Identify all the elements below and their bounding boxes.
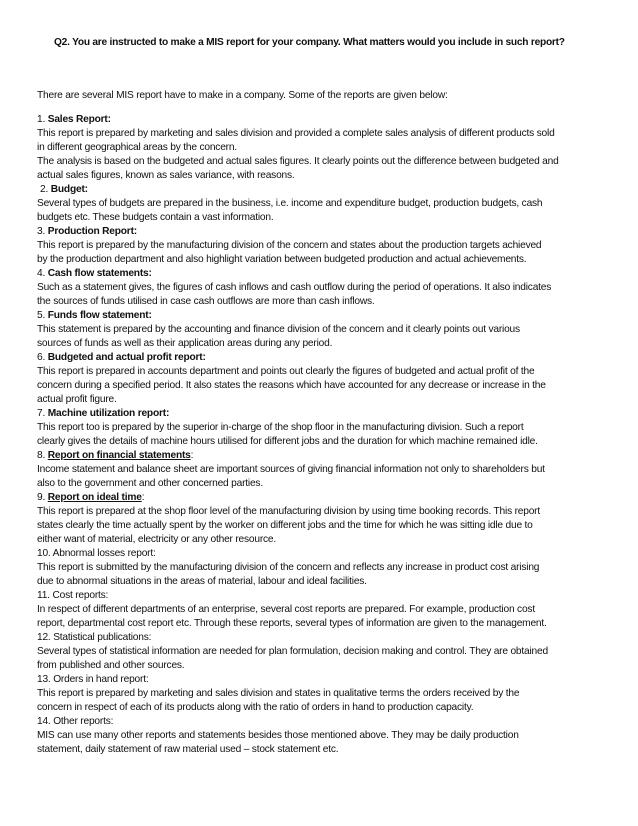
report-item-text-line: Such as a statement gives, the figures of cash inflows and cash outflow during the period of operations. It also indicates bbox=[37, 282, 552, 293]
report-item-text-line: This report is submitted by the manufacturing division of the concern and reflects any increase in product cost arising bbox=[37, 562, 540, 573]
report-item-title: Other reports: bbox=[53, 716, 114, 727]
report-item-text-line: actual sales figures, known as sales variance, with reasons. bbox=[37, 170, 295, 181]
report-item-heading bbox=[37, 183, 607, 197]
report-item-heading bbox=[37, 631, 607, 645]
report-item bbox=[37, 589, 607, 631]
report-item-title: Budgeted and actual profit report: bbox=[47, 352, 206, 363]
question-heading: Q2. You are instructed to make a MIS report for your company. What matters would you include in such report? bbox=[54, 37, 565, 48]
document-body bbox=[37, 89, 607, 757]
report-item-text-line: statement, daily statement of raw material used – stock statement etc. bbox=[37, 744, 339, 755]
report-item-title: Funds flow statement: bbox=[47, 310, 152, 321]
report-item-heading bbox=[37, 589, 607, 603]
report-item-title: Cash flow statements: bbox=[47, 268, 152, 279]
report-item-text-line: clearly gives the details of machine hours utilised for different jobs and the duration for which machine remained idle. bbox=[37, 436, 538, 447]
report-item-heading bbox=[37, 673, 607, 687]
report-item bbox=[37, 547, 607, 589]
report-item-text-line: report, departmental cost report etc. Through these reports, several types of information are given to the management. bbox=[37, 618, 547, 629]
report-item bbox=[37, 267, 607, 309]
report-item-text-line: Several types of budgets are prepared in the business, i.e. income and expenditure budget, production budgets, cash bbox=[37, 198, 543, 209]
report-item-number: 3. bbox=[37, 226, 46, 237]
report-item-title: Sales Report: bbox=[47, 114, 111, 125]
report-item bbox=[37, 491, 607, 547]
report-item-number: 2. bbox=[40, 184, 49, 195]
report-item-text-line: This report is prepared by marketing and sales division and provided a complete sales analysis of different products sold bbox=[37, 128, 555, 139]
report-item-title: Budget: bbox=[50, 184, 88, 195]
report-item bbox=[37, 113, 607, 183]
report-item-title: Production Report: bbox=[47, 226, 137, 237]
report-item-title: Cost reports: bbox=[52, 590, 109, 601]
report-item-number: 10. bbox=[37, 548, 51, 559]
report-item-text-line: by the production department and also highlight variation between budgeted production and actual achievements. bbox=[37, 254, 527, 265]
report-item-text-line: states clearly the time actually spent by the worker on different jobs and the time for which he was sitting idle due to bbox=[37, 520, 533, 531]
report-item-title: Report on financial statements bbox=[47, 450, 191, 461]
report-item bbox=[37, 183, 607, 225]
report-item bbox=[37, 407, 607, 449]
report-item bbox=[37, 673, 607, 715]
report-item-text-line: This report is prepared in accounts department and points out clearly the figures of budgeted and actual profit of the bbox=[37, 366, 535, 377]
report-item-text-line: either want of material, electricity or any other resource. bbox=[37, 534, 277, 545]
report-item-number: 1. bbox=[37, 114, 46, 125]
report-item-number: 12. bbox=[37, 632, 51, 643]
report-item-title: Statistical publications: bbox=[53, 632, 152, 643]
report-item-number: 6. bbox=[37, 352, 46, 363]
report-item-title: Report on ideal time bbox=[47, 492, 142, 503]
report-item-number: 5. bbox=[37, 310, 46, 321]
report-item-text-line: This report is prepared by marketing and sales division and states in qualitative terms the orders received by the bbox=[37, 688, 520, 699]
report-item-heading bbox=[37, 351, 607, 365]
report-item-text-line: from published and other sources. bbox=[37, 660, 185, 671]
report-item-title: Orders in hand report: bbox=[53, 674, 149, 685]
report-item-heading bbox=[37, 225, 607, 239]
report-item-text-line: This report is prepared at the shop floor level of the manufacturing division by using time booking records. This report bbox=[37, 506, 541, 517]
report-item-text-line: budgets etc. These budgets contain a vast information. bbox=[37, 212, 274, 223]
report-item-text-line: Several types of statistical information are needed for plan formulation, decision making and control. They are obtained bbox=[37, 646, 548, 657]
report-item-title: Abnormal losses report: bbox=[52, 548, 156, 559]
intro-paragraph: There are several MIS report have to make in a company. Some of the reports are given below: bbox=[37, 90, 448, 101]
report-item-number: 7. bbox=[37, 408, 46, 419]
report-item-title-suffix: : bbox=[190, 450, 194, 461]
report-item-heading bbox=[37, 547, 607, 561]
report-item-text-line: Income statement and balance sheet are important sources of giving financial information not only to shareholders but bbox=[37, 464, 545, 475]
report-item bbox=[37, 715, 607, 757]
report-item-number: 8. bbox=[37, 450, 46, 461]
report-item-text-line: MIS can use many other reports and statements besides those mentioned above. They may be daily production bbox=[37, 730, 519, 741]
report-item bbox=[37, 225, 607, 267]
report-item-heading bbox=[37, 407, 607, 421]
report-item-text-line: concern in respect of each of its products along with the ratio of orders in hand to production capacity. bbox=[37, 702, 474, 713]
report-item-heading bbox=[37, 449, 607, 463]
report-item-text-line: sources of funds as well as their application areas during any period. bbox=[37, 338, 333, 349]
report-item bbox=[37, 309, 607, 351]
report-item-text-line: also to the government and other concerned parties. bbox=[37, 478, 263, 489]
report-item-text-line: This report too is prepared by the superior in-charge of the shop floor in the manufacturing division. Such a report bbox=[37, 422, 524, 433]
report-item-number: 13. bbox=[37, 674, 51, 685]
report-item bbox=[37, 351, 607, 407]
report-item-text-line: due to abnormal situations in the areas of material, labour and ideal facilities. bbox=[37, 576, 367, 587]
report-item bbox=[37, 449, 607, 491]
report-item-number: 4. bbox=[37, 268, 46, 279]
report-item-text-line: In respect of different departments of an enterprise, several cost reports are prepared. For example, production cost bbox=[37, 604, 535, 615]
report-item-heading bbox=[37, 309, 607, 323]
report-item-text-line: actual profit figure. bbox=[37, 394, 117, 405]
report-item-heading bbox=[37, 715, 607, 729]
report-item-number: 9. bbox=[37, 492, 46, 503]
report-item-number: 11. bbox=[37, 590, 50, 601]
report-item-title: Machine utilization report: bbox=[47, 408, 170, 419]
report-item-text-line: in different geographical areas by the concern. bbox=[37, 142, 237, 153]
report-item-title-suffix: : bbox=[141, 492, 145, 503]
report-list bbox=[37, 113, 607, 757]
report-item-heading bbox=[37, 491, 607, 505]
report-item bbox=[37, 631, 607, 673]
report-item-heading bbox=[37, 267, 607, 281]
report-item-text-line: This report is prepared by the manufacturing division of the concern and states about the production targets achieved bbox=[37, 240, 542, 251]
report-item-heading bbox=[37, 113, 607, 127]
report-item-text-line: concern during a specified period. It also states the reasons which have accounted for any decrease or increase in the bbox=[37, 380, 546, 391]
report-item-text-line: The analysis is based on the budgeted and actual sales figures. It clearly points out the difference between budgeted and bbox=[37, 156, 559, 167]
report-item-text-line: the sources of funds utilised in case cash outflows are more than cash inflows. bbox=[37, 296, 375, 307]
report-item-text-line: This statement is prepared by the accounting and finance division of the concern and it clearly points out various bbox=[37, 324, 520, 335]
report-item-number: 14. bbox=[37, 716, 51, 727]
